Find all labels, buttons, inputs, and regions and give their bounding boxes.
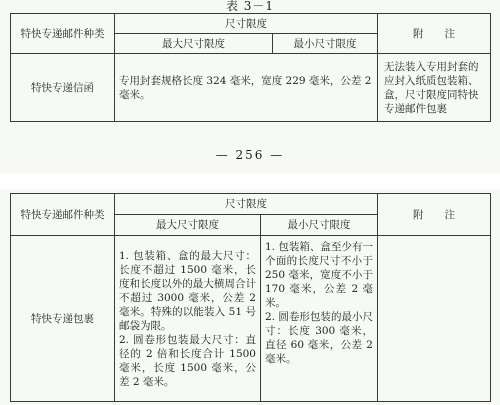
- header-category: 特快专递邮件种类: [11, 14, 115, 54]
- header-notes: 附 注: [378, 14, 491, 54]
- max-size-item-2: 2. 圆卷形包装最大尺寸：直径的 2 倍和长度合计 1500 毫米，长度 1500 毫米，公差 2 毫米。: [119, 333, 256, 388]
- page-gap: [0, 173, 500, 189]
- header-size-limit: 尺寸限度: [115, 14, 378, 34]
- header-min-size: 最小尺寸限度: [273, 34, 378, 54]
- row-notes: 无法装入专用封套的应封入纸质包装箱、盒，尺寸限度同特快专递邮件包裹: [378, 54, 491, 122]
- row-max-size: 专用封套规格长度 324 毫米，宽度 229 毫米，公差 2 毫米。: [115, 54, 378, 122]
- header-size-limit: 尺寸限度: [115, 194, 378, 215]
- row-min-size: [261, 236, 378, 402]
- size-limit-table-1: [10, 13, 491, 122]
- row-category: 特快专递包裹: [11, 236, 115, 402]
- header-category: 特快专递邮件种类: [11, 194, 115, 236]
- header-max-size: 最大尺寸限度: [115, 34, 273, 54]
- page-number: — 256 —: [215, 148, 285, 162]
- row-notes: [378, 236, 491, 402]
- header-notes: 附 注: [378, 194, 491, 236]
- min-size-item-1: 1. 包装箱、盒至少有一个面的长度尺寸不小于 250 毫米，宽度不小于 170 毫米，公差 2 毫米。: [265, 241, 373, 309]
- size-limit-table-2: [10, 193, 491, 402]
- row-category: 特快专递信函: [11, 54, 115, 122]
- header-max-size: 最大尺寸限度: [115, 215, 261, 236]
- header-min-size: 最小尺寸限度: [261, 215, 378, 236]
- upper-page: [0, 0, 500, 175]
- row-max-size: [115, 236, 261, 402]
- table-title: 表 3－1: [225, 0, 275, 13]
- max-size-item-1: 1. 包装箱、盒的最大尺寸：长度不超过 1500 毫米，长度和长度以外的最大横周合计不超过 3000 毫米，公差 2 毫米。特殊的以能装入 51 号邮袋为限。: [119, 249, 256, 332]
- min-size-item-2: 2. 圆卷形包装的最小尺寸：长度 300 毫米，直径 60 毫米，公差 2 毫米。: [265, 311, 373, 365]
